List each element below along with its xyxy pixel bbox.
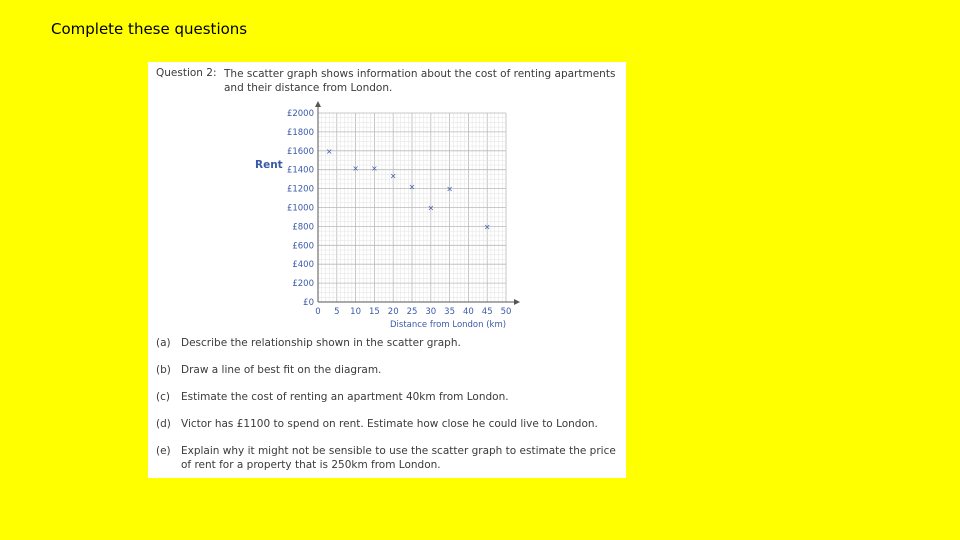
question-part-label: (c) bbox=[156, 391, 170, 403]
x-tick-label: 10 bbox=[350, 307, 362, 317]
slide-title: Complete these questions bbox=[51, 20, 248, 38]
data-point: × bbox=[371, 163, 378, 173]
data-point: × bbox=[446, 184, 453, 194]
x-axis-label: Distance from London (km) bbox=[390, 320, 507, 330]
data-point: × bbox=[352, 163, 359, 173]
question-text: The scatter graph shows information about the cost of renting apartments and their distance from London. bbox=[224, 68, 616, 94]
x-tick-label: 35 bbox=[444, 307, 456, 317]
y-tick-label: £1200 bbox=[286, 184, 314, 195]
y-tick-label: £600 bbox=[292, 241, 314, 252]
worksheet-image bbox=[148, 62, 626, 478]
y-tick-label: £1600 bbox=[286, 146, 314, 157]
x-axis-arrow bbox=[514, 299, 520, 305]
question-part-label: (b) bbox=[156, 364, 171, 376]
x-tick-label: 45 bbox=[481, 307, 493, 317]
question-part-text: Draw a line of best fit on the diagram. bbox=[181, 364, 382, 376]
y-tick-label: £0 bbox=[303, 298, 314, 308]
data-point: × bbox=[408, 182, 416, 192]
question-part-text: Describe the relationship shown in the scatter graph. bbox=[181, 337, 461, 349]
question-part-text: Victor has £1100 to spend on rent. Estimate how close he could live to London. bbox=[181, 418, 598, 430]
y-axis-arrow bbox=[315, 101, 321, 107]
scatter-graph bbox=[148, 62, 626, 342]
x-tick-label: 50 bbox=[500, 307, 512, 317]
x-tick-label: 20 bbox=[387, 307, 399, 317]
x-tick-label: 0 bbox=[315, 307, 321, 317]
question-part-label: (d) bbox=[156, 418, 171, 430]
question-part-text: Estimate the cost of renting an apartment 40km from London. bbox=[181, 391, 509, 403]
y-axis-label: Rent bbox=[255, 159, 283, 171]
y-tick-label: £1400 bbox=[286, 165, 314, 176]
chart-tick-labels bbox=[287, 109, 511, 317]
y-tick-label: £400 bbox=[292, 260, 314, 271]
question-part-text: Explain why it might not be sensible to use the scatter graph to estimate the price of rent for a property that is 250km from London. bbox=[181, 445, 616, 471]
question-label: Question 2: bbox=[156, 67, 217, 79]
x-tick-label: 40 bbox=[462, 307, 474, 317]
x-tick-label: 5 bbox=[334, 307, 340, 317]
question-part-label: (e) bbox=[156, 445, 171, 457]
y-tick-label: £800 bbox=[292, 222, 314, 233]
y-tick-label: £1000 bbox=[286, 203, 314, 214]
x-tick-label: 25 bbox=[406, 307, 418, 317]
y-tick-label: £200 bbox=[292, 279, 314, 290]
y-tick-label: £2000 bbox=[286, 109, 314, 119]
data-point: × bbox=[427, 203, 435, 213]
y-tick-label: £1800 bbox=[286, 127, 314, 138]
data-point: × bbox=[483, 222, 491, 232]
chart-grid bbox=[318, 113, 506, 302]
data-point: × bbox=[389, 171, 397, 181]
question-part-label: (a) bbox=[156, 337, 171, 349]
data-point: × bbox=[325, 146, 333, 156]
x-tick-label: 15 bbox=[368, 307, 380, 317]
x-tick-label: 30 bbox=[425, 307, 437, 317]
